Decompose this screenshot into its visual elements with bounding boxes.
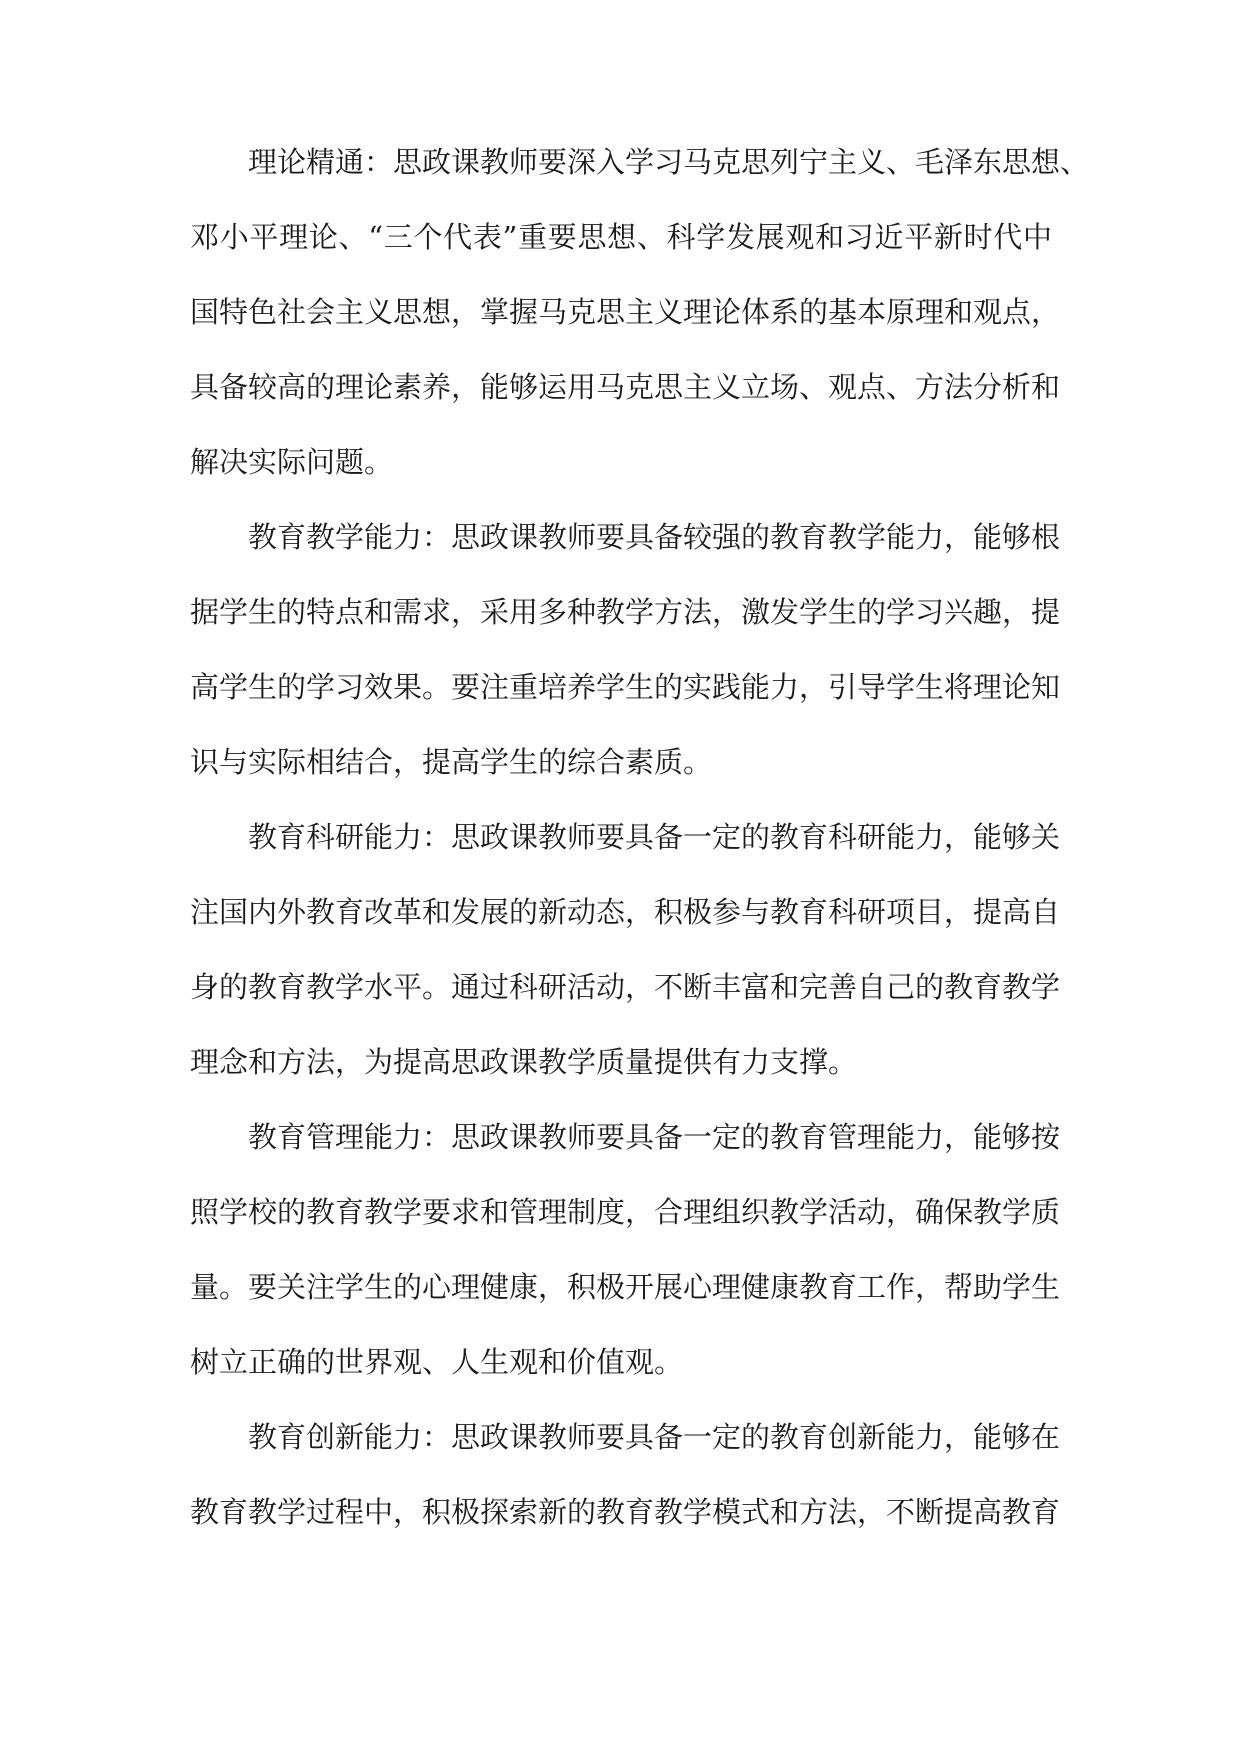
text-line: 教育创新能力：思政课教师要具备一定的教育创新能力，能够在 — [248, 1420, 1061, 1454]
text-line: 教育管理能力：思政课教师要具备一定的教育管理能力，能够按 — [248, 1120, 1061, 1154]
paragraph-innovation — [190, 1417, 1061, 1567]
text-line: 注国内外教育改革和发展的新动态，积极参与教育科研项目，提高自 — [190, 895, 1061, 929]
text-line: 具备较高的理论素养，能够运用马克思主义立场、观点、方法分析和 — [190, 370, 1061, 404]
text-line: 理念和方法，为提高思政课教学质量提供有力支撑。 — [190, 1045, 858, 1079]
text-line: 国特色社会主义思想，掌握马克思主义理论体系的基本原理和观点， — [190, 295, 1061, 329]
text-line: 量。要关注学生的心理健康，积极开展心理健康教育工作，帮助学生 — [190, 1270, 1061, 1304]
text-line: 教育教学过程中，积极探索新的教育教学模式和方法，不断提高教育 — [190, 1495, 1061, 1529]
paragraph-research — [190, 817, 1061, 1117]
text-line: 邓小平理论、“三个代表”重要思想、科学发展观和习近平新时代中 — [190, 220, 1052, 254]
text-line: 照学校的教育教学要求和管理制度，合理组织教学活动，确保教学质 — [190, 1195, 1061, 1229]
text-line: 识与实际相结合，提高学生的综合素质。 — [190, 745, 713, 779]
document-body — [190, 142, 1090, 1567]
paragraph-management — [190, 1117, 1061, 1417]
text-line: 理论精通：思政课教师要深入学习马克思列宁主义、毛泽东思想、 — [248, 145, 1090, 179]
text-line: 身的教育教学水平。通过科研活动，不断丰富和完善自己的教育教学 — [190, 970, 1061, 1004]
paragraph-teaching — [190, 517, 1061, 817]
text-line: 教育教学能力：思政课教师要具备较强的教育教学能力，能够根 — [248, 520, 1061, 554]
paragraph-theory — [190, 142, 1090, 517]
text-line: 教育科研能力：思政课教师要具备一定的教育科研能力，能够关 — [248, 820, 1061, 854]
text-line: 树立正确的世界观、人生观和价值观。 — [190, 1345, 684, 1379]
text-line: 解决实际问题。 — [190, 445, 394, 479]
text-line: 高学生的学习效果。要注重培养学生的实践能力，引导学生将理论知 — [190, 670, 1061, 704]
text-line: 据学生的特点和需求，采用多种教学方法，激发学生的学习兴趣，提 — [190, 595, 1061, 629]
